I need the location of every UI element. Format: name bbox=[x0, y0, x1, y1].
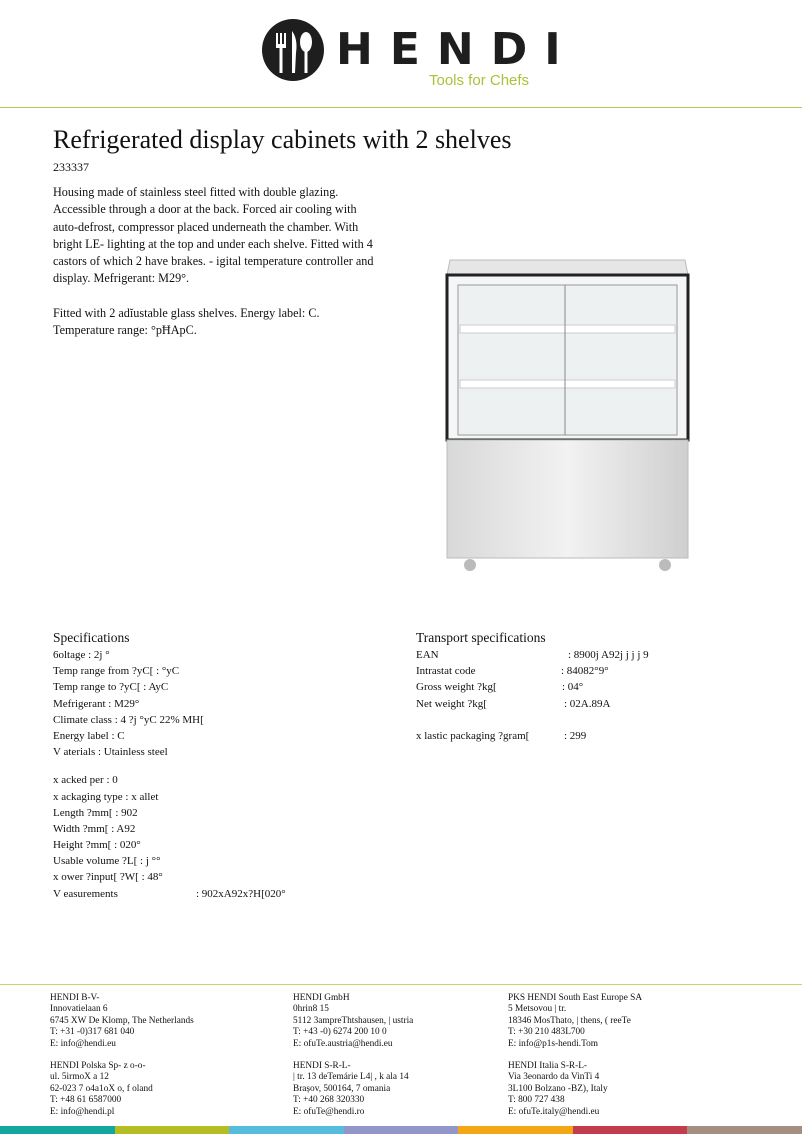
row-label: Gross weight ?kg[ bbox=[416, 681, 497, 694]
spec-row: Length ?mm[ : 902 bbox=[53, 806, 138, 819]
transport-section bbox=[416, 630, 716, 744]
description-paragraph: Housing made of stainless steel fitted with double glazing. Accessible through a door at the back. Forced air cooling with auto-defrost, compressor placed underneath the chamber. With bright LE- lighting at the top and under each shelve. Fitted with 4 castors of which 2 have brakes. - igital temperature controller and display. Mefrigerant: M29°. bbox=[53, 185, 374, 286]
product-description bbox=[53, 184, 383, 356]
spec-row: Temp range to ?yC[ : AyC bbox=[53, 681, 169, 694]
row-label: EAN bbox=[416, 649, 439, 661]
color-bar-segment bbox=[573, 1126, 688, 1134]
address-line: E: ofuTe.austria@hendi.eu bbox=[293, 1038, 393, 1049]
spec-row: Width ?mm[ : A92 bbox=[53, 822, 136, 835]
footer-divider bbox=[0, 984, 802, 985]
color-bar-segment bbox=[229, 1126, 344, 1134]
address-line: T: +43 -0) 6274 200 10 0 bbox=[293, 1027, 387, 1038]
office-address bbox=[508, 1061, 642, 1118]
address-line: 5112 3ampreThtshausen, | ustria bbox=[293, 1015, 414, 1026]
color-bar-segment bbox=[458, 1126, 573, 1134]
page-title: Refrigerated display cabinets with 2 shelves bbox=[53, 125, 512, 154]
row-value: : 8900j A92j j j j 9 bbox=[568, 649, 649, 661]
row-label: Intrastat code bbox=[416, 665, 476, 678]
spec-row: Usable volume ?L[ : j °° bbox=[53, 855, 161, 868]
color-bar-segment bbox=[0, 1126, 115, 1134]
address-line: HENDI S-R-L- bbox=[293, 1061, 351, 1072]
spec-row: x acked per : 0 bbox=[53, 774, 118, 787]
hendi-logo bbox=[262, 16, 578, 96]
row-value: : 299 bbox=[564, 729, 587, 742]
spec-row: x ower ?input[ ?W[ : 48° bbox=[53, 871, 163, 884]
spec-row: Temp range from ?yC[ : °yC bbox=[53, 665, 180, 678]
transport-row bbox=[416, 696, 716, 712]
transport-heading: Transport specifications bbox=[416, 630, 546, 645]
address-line: Innovatielaan 6 bbox=[50, 1004, 108, 1015]
description-paragraph: Fitted with 2 adĭustable glass shelves. Energy label: C. Temperature range: °pĦApC. bbox=[53, 305, 320, 338]
address-line: 5 Metsovou | tr. bbox=[508, 1004, 567, 1015]
row-value: : 02A.89A bbox=[564, 697, 611, 710]
spec-row: x ackaging type : x allet bbox=[53, 790, 159, 803]
address-line: E: info@hendi.eu bbox=[50, 1038, 116, 1049]
transport-row bbox=[416, 663, 716, 679]
cutlery-icon bbox=[262, 19, 324, 81]
address-line: 3L100 Bolzano -BZ), Italy bbox=[508, 1083, 608, 1094]
address-line: | tr. 13 deTemárie L4| , k ala 14 bbox=[293, 1072, 409, 1083]
address-line: 18346 MosThato, | thens, ( reeTe bbox=[508, 1015, 631, 1026]
spec-row: Climate class : 4 ?j °yC 22% MH[ bbox=[53, 713, 204, 726]
address-line: 0hrin8 15 bbox=[293, 1004, 329, 1015]
footer-column bbox=[50, 993, 194, 1129]
color-bar bbox=[0, 1126, 802, 1134]
address-line: E: info@hendi.pl bbox=[50, 1106, 115, 1117]
row-value: : 84082°9° bbox=[561, 665, 609, 678]
address-line: PKS HENDI South East Europe SA bbox=[508, 993, 643, 1003]
color-bar-segment bbox=[687, 1126, 802, 1134]
transport-row bbox=[416, 679, 716, 695]
address-line: T: 800 727 438 bbox=[508, 1095, 565, 1106]
product-image bbox=[440, 255, 695, 580]
row-label: x lastic packaging ?gram[ bbox=[416, 729, 530, 742]
address-line: E: ofuTe@hendi.ro bbox=[293, 1106, 365, 1117]
row-value: : 04° bbox=[562, 681, 584, 694]
header-divider bbox=[0, 107, 802, 108]
spec-row: V aterials : Utainless steel bbox=[53, 746, 168, 759]
plastic-packaging-row bbox=[416, 728, 716, 744]
spec-row: Mefrigerant : M29° bbox=[53, 697, 140, 710]
address-line: 62-023 7 o4a1oX o, f oland bbox=[50, 1083, 153, 1094]
measurements-label: V easurements bbox=[53, 887, 118, 900]
office-address bbox=[508, 993, 642, 1050]
color-bar-segment bbox=[344, 1126, 459, 1134]
address-line: T: +30 210 483L700 bbox=[508, 1027, 585, 1038]
address-line: E: ofuTe.italy@hendi.eu bbox=[508, 1106, 600, 1117]
address-line: T: +40 268 320330 bbox=[293, 1095, 365, 1106]
specifications-heading: Specifications bbox=[53, 630, 130, 645]
office-address bbox=[293, 993, 413, 1050]
brand-tagline: Tools for Chefs bbox=[429, 72, 530, 89]
office-address bbox=[293, 1061, 413, 1118]
specifications-section bbox=[53, 630, 373, 902]
product-sku: 233337 bbox=[53, 160, 89, 174]
footer-column bbox=[508, 993, 642, 1129]
address-line: HENDI Polska Sp- z o-o- bbox=[50, 1061, 146, 1072]
color-bar-segment bbox=[115, 1126, 230, 1134]
row-label: Net weight ?kg[ bbox=[416, 697, 487, 710]
address-line: T: +31 -0)317 681 040 bbox=[50, 1027, 135, 1038]
measurements-row bbox=[53, 886, 373, 902]
address-line: 6745 XW De Klomp, The Netherlands bbox=[50, 1015, 194, 1026]
address-line: E: info@p1s-hendi.Tom bbox=[508, 1038, 599, 1049]
spec-row: Height ?mm[ : 020° bbox=[53, 839, 141, 852]
address-line: HENDI B-V- bbox=[50, 993, 100, 1003]
address-line: ul. 5irmoX a 12 bbox=[50, 1072, 109, 1083]
address-line: T: +48 61 6587000 bbox=[50, 1095, 122, 1106]
spec-row: Energy label : C bbox=[53, 729, 125, 742]
address-line: Brașov, 500164, 7 omania bbox=[293, 1083, 391, 1094]
address-line: Via 3eonardo da VinTi 4 bbox=[508, 1072, 600, 1083]
brand-name: HENDI bbox=[336, 24, 578, 75]
measurements-value: : 902xA92x?H[020° bbox=[196, 887, 286, 900]
address-line: HENDI Italia S-R-L- bbox=[508, 1061, 588, 1072]
office-address bbox=[50, 993, 194, 1050]
spec-row: 6oltage : 2j ° bbox=[53, 649, 110, 661]
footer-column bbox=[293, 993, 413, 1129]
transport-row bbox=[416, 647, 716, 663]
address-line: HENDI GmbH bbox=[293, 993, 350, 1003]
office-address bbox=[50, 1061, 194, 1118]
